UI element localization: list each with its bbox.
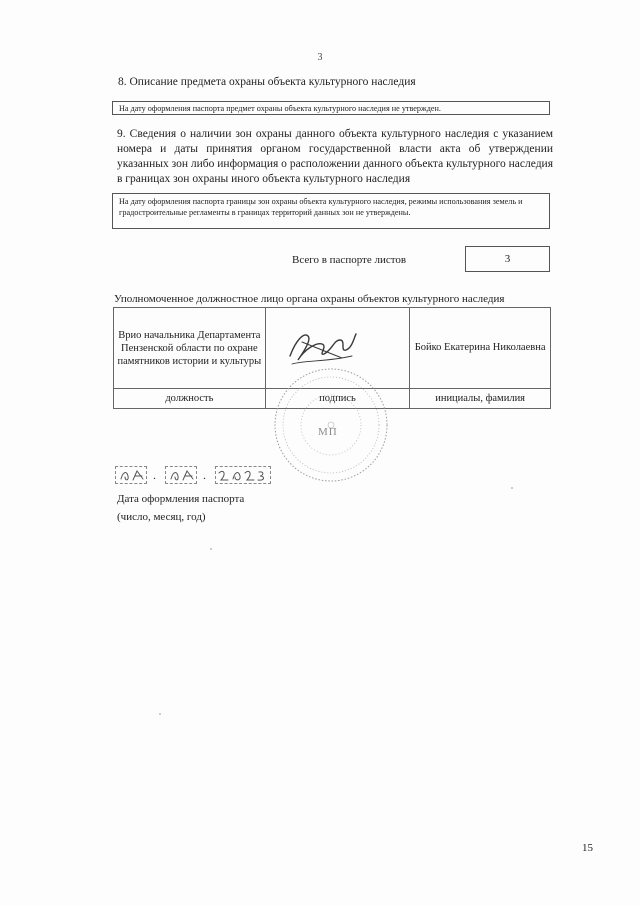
column-label-position: должность [114, 389, 266, 409]
section-9-box: На дату оформления паспорта границы зон охраны объекта культурного наследия, режимы использования земель и градостроительные регламенты в границах территорий данных зон не утверждены. [112, 193, 550, 229]
sheets-count-label: Всего в паспорте листов [292, 254, 407, 266]
document-page: 3 8. Описание предмета охраны объекта культурного наследия На дату оформления паспорта предмет охраны объекта культурного наследия не утвержден. 9. Сведения о наличии зон охраны данного объекта культурного наследия с указанием номера и даты принятия органом государственной власти акта об утверждении указанных зон либо информация о расположении данного объекта культурного наследия в границах зон охраны иного объекта культурного наследия На дату оформления паспорта границы зон охраны объекта культурного наследия, режимы использования земель и градостроительные регламенты в границах территорий данных зон не утверждены. Всего в паспорте листов 3 Уполномоченное должностное лицо органа охраны объектов культурного наследия Врио начальника Департамента Пензенской области по охране памятников истории и культуры Бойко Екатерина Николаевна должность подпись инициалы, фамилия МП . . Дата оформления паспорта (число, месяц, год) 15 [0, 0, 640, 905]
column-label-name: инициалы, фамилия [410, 389, 551, 409]
scan-speck [159, 713, 161, 715]
section-9-title: 9. Сведения о наличии зон охраны данного объекта культурного наследия с указанием номера и даты принятия органом государственной власти акта об утверждении указанных зон либо информация о расположении данного объекта культурного наследия в границах зон охраны иного объекта культурного наследия [117, 128, 553, 185]
date-handwriting [117, 467, 273, 484]
issue-date-label: Дата оформления паспорта [117, 493, 245, 505]
scan-speck [511, 487, 513, 489]
issue-date-sublabel: (число, месяц, год) [117, 511, 206, 523]
section-8-title: 8. Описание предмета охраны объекта культурного наследия [118, 76, 416, 88]
page-number-bottom: 15 [582, 842, 593, 854]
section-8-box: На дату оформления паспорта предмет охраны объекта культурного наследия не утвержден. [112, 101, 550, 115]
official-stamp [268, 365, 394, 485]
handwritten-signature [282, 320, 362, 370]
column-label-signature: подпись [265, 389, 409, 409]
official-label: Уполномоченное должностное лицо органа охраны объектов культурного наследия [114, 293, 505, 305]
official-position: Врио начальника Департамента Пензенской области по охране памятников истории и культуры [114, 308, 266, 389]
official-name: Бойко Екатерина Николаевна [410, 308, 551, 389]
sheets-count-box: 3 [465, 246, 550, 272]
page-number-top: 3 [317, 52, 323, 63]
stamp-label: МП [318, 426, 338, 438]
scan-speck [210, 548, 212, 550]
